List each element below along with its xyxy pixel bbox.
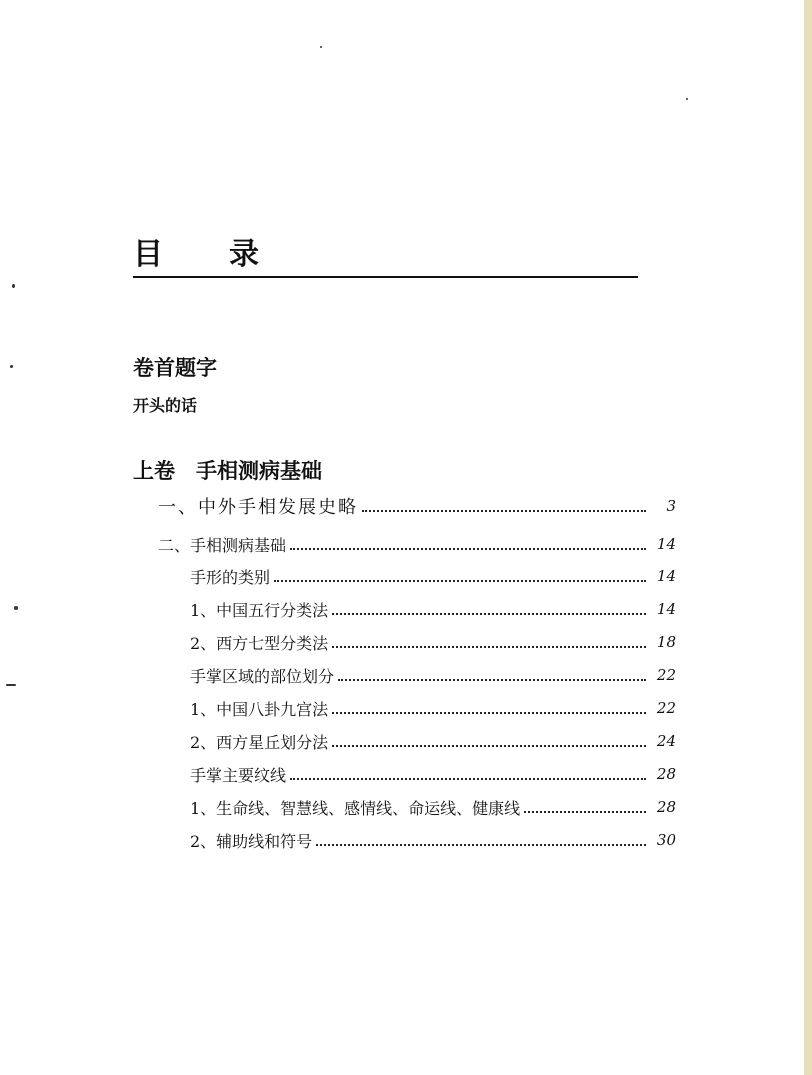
toc-entry[interactable] [190,628,676,656]
scan-speck [10,365,13,368]
toc-page-number: 28 [656,798,676,816]
toc-entry-text: 2、西方星丘划分法 [190,732,329,752]
toc-page-number: 28 [656,765,676,783]
toc-entry[interactable] [190,562,676,590]
toc-entry-text: 二、手相测病基础 [158,535,287,555]
toc-leader [290,528,646,550]
page-edge [804,0,812,1075]
front-matter-preface[interactable]: 开头的话 [133,396,198,415]
toc-entry[interactable] [190,760,676,788]
toc-page-number: 14 [656,567,676,585]
toc-leader [274,560,646,582]
toc-leader [332,593,646,615]
toc-title-char-2: 录 [229,237,259,272]
toc-entry-text: 1、中国五行分类法 [190,600,329,620]
toc-leader [332,692,646,714]
toc-title [133,236,638,278]
toc-entry[interactable] [158,530,676,558]
toc-page-number: 18 [656,633,676,651]
toc-page-number: 3 [666,497,676,515]
toc-entry[interactable] [190,826,676,854]
toc-page-number: 24 [656,732,676,750]
toc-entry[interactable] [190,694,676,722]
toc-title-char-1: 目 [133,237,163,272]
toc-entry-text: 1、中国八卦九宫法 [190,699,329,719]
scan-speck [686,98,688,100]
toc-leader [362,490,646,512]
toc-entry[interactable] [190,661,676,689]
toc-leader [338,659,646,681]
toc-entry-text: 手掌主要纹线 [190,765,287,785]
toc-entry[interactable] [158,492,676,520]
scan-speck [14,606,18,610]
scan-speck [12,284,15,288]
toc-page-number: 14 [656,600,676,618]
toc-entry[interactable] [190,727,676,755]
scan-speck [6,684,16,686]
toc-leader [332,725,646,747]
toc-page-number: 14 [656,535,676,553]
toc-entry-text: 2、西方七型分类法 [190,633,329,653]
front-matter-dedication[interactable]: 卷首题字 [133,356,217,380]
toc-entry-text: 手形的类别 [190,567,271,587]
toc-entry-text: 1、生命线、智慧线、感情线、命运线、健康线 [190,798,521,818]
toc-entry[interactable] [190,595,676,623]
toc-leader [524,791,646,813]
toc-entry[interactable] [190,793,676,821]
toc-entry-text: 2、辅助线和符号 [190,831,313,851]
toc-entry-text: 一、中外手相发展史略 [158,497,358,518]
toc-page-number: 22 [656,699,676,717]
toc-page-number: 22 [656,666,676,684]
part-heading[interactable]: 上卷 手相测病基础 [133,459,322,483]
toc-entry-text: 手掌区域的部位划分 [190,666,335,686]
toc-leader [316,824,646,846]
toc-page-number: 30 [656,831,676,849]
scan-speck [320,46,322,48]
toc-leader [290,758,646,780]
toc-leader [332,626,646,648]
